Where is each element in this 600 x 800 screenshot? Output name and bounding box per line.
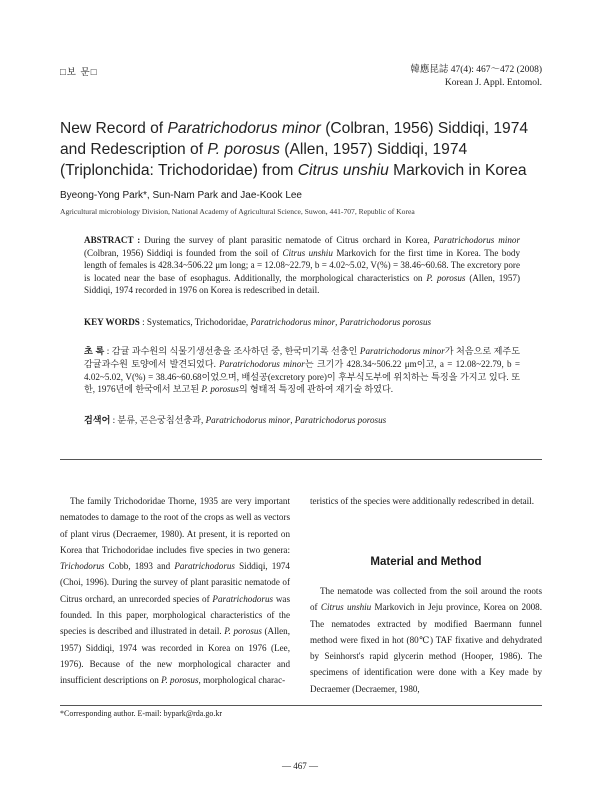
body-text: , morphological charac- <box>198 675 286 686</box>
abstract-text: During the survey of plant parasitic nematode of Citrus orchard in Korea, <box>140 235 434 245</box>
keywords-label: KEY WORDS <box>84 317 140 327</box>
corresponding-author-footnote: *Corresponding author. E-mail: bypark@rda.go.kr <box>60 709 222 718</box>
journal-citation <box>410 64 542 90</box>
abstract <box>84 234 520 297</box>
affiliation: Agricultural microbiology Division, National Academy of Agricultural Science, Suwon, 441-707, Republic of Korea <box>60 207 415 216</box>
keyword-species: Paratrichodorus minor <box>250 317 336 327</box>
title-species: Paratrichodorus minor <box>167 120 321 137</box>
journal-name: Korean J. Appl. Entomol. <box>444 78 542 88</box>
keyword-species: Paratrichodorus porosus <box>339 317 432 327</box>
korean-keywords-label: 검색어 <box>84 415 111 425</box>
korean-abstract-species: Paratrichodorus minor <box>219 358 305 369</box>
korean-abstract-text: 가 처음으로 제주도 감귤과수원 토양에서 발견되었다. <box>84 346 520 369</box>
body-text: Siddiqi, 1974 (Choi, 1996). During the survey of plant parasitic nematode of Citrus orchard, an unrecorded species of <box>60 561 290 604</box>
page-number: — 467 — <box>282 761 318 771</box>
korean-keywords <box>84 413 520 426</box>
body-text: The nematode was collected from the soil around the roots of <box>310 586 542 613</box>
footnote-divider <box>60 705 542 706</box>
korean-keywords-text: , <box>290 415 295 425</box>
korean-abstract <box>84 345 520 396</box>
genus-name: Paratrichodorus <box>212 593 274 604</box>
journal-citation-korean: 韓應昆誌 47(4): 467～472 (2008) <box>410 65 542 75</box>
species-name: P. porosus <box>161 675 199 686</box>
korean-abstract-text: : 감귤 과수원의 식물기생선충을 조사하던 중, 한국미기록 선충인 <box>104 346 360 356</box>
korean-abstract-text: 의 형태적 특징에 관하여 재기술 하였다. <box>238 384 394 395</box>
title-part: New Record of <box>60 120 168 137</box>
section-heading: Material and Method <box>370 556 482 568</box>
body-text-right-continuation: teristics of the species were additionally redescribed in detail. <box>310 496 534 506</box>
korean-keyword-species: Paratrichodorus minor <box>205 415 291 425</box>
body-text: (Allen, 1957) Siddiqi, 1974 was recorded in Korea on 1976 (Lee, 1976). Because of the new morphological character and insufficient descriptions on <box>60 626 290 686</box>
body-text-left-column <box>60 493 290 689</box>
body-text-right-column <box>310 583 542 697</box>
korean-abstract-species: P. porosus <box>201 384 239 395</box>
body-text: The family Trichodoridae Thorne, 1935 are very important nematodes to damage to the root of the crops as well as vectors of plant virus (Decraemer, 1980). At present, it is reported on Korea that Trichodoridae includes five species in two genera: <box>60 496 290 555</box>
abstract-label: ABSTRACT : <box>84 235 141 245</box>
body-text: Markovich in Jeju province, Korea on 2008. The nematodes extracted by modified Baermann funnel method were fixed in hot (80℃) TAF fixative and dehydrated by Seinhorst's rapid glycerin method (Hooper, 1986). The specimens of identification were done with a Key made by Decraemer (Decraemer, 1980, <box>310 602 542 694</box>
korean-abstract-text: 는 크기가 428.34~506.22 μm이고, a = 12.08~22.79, b = 4.02~5.02, V(%) = 38.46~60.68이었으며, 배설공(excretory pore)이 후부식도부에 위치하는 특징을 가지고 있다. 또한, 1976년에 한국에서 보고된 <box>84 358 520 395</box>
genus-name: Paratrichodorus <box>174 561 235 572</box>
abstract-species: Paratrichodorus minor <box>433 235 520 245</box>
keywords-text: , <box>335 317 340 327</box>
korean-keywords-text: : 분류, 곤은궁침선충과, <box>110 415 206 425</box>
article-category: □보 문□ <box>60 67 98 78</box>
title-species: Citrus unshiu <box>297 162 389 179</box>
species-name: P. porosus <box>224 626 262 637</box>
title-species: P. porosus <box>207 141 280 158</box>
keywords-text: : Systematics, Trichodoridae, <box>139 317 251 327</box>
genus-name: Trichodorus <box>60 561 105 572</box>
abstract-text: Markovich for the first time in Korea. The body length of females is 428.34~506.22 μm long; a = 12.08~22.79, b = 4.02~5.02, V(%) = 38.46~60.68. The excretory pore is located near the base of esophagus. Additionally, the morphological characteristics on <box>84 247 520 283</box>
abstract-species: Citrus unshiu <box>282 247 333 258</box>
author-list: Byeong-Yong Park*, Sun-Nam Park and Jae-Kook Lee <box>60 190 302 201</box>
title-part: (Allen, 1957) Siddiqi, 1974 (Triplonchida: Trichodoridae) from <box>60 141 468 179</box>
title-part: Markovich in Korea <box>388 162 527 179</box>
abstract-species: P. porosus <box>426 272 466 283</box>
korean-abstract-species: Paratrichodorus minor <box>359 346 445 356</box>
body-text: Cobb, 1893 and <box>104 561 175 572</box>
korean-keyword-species: Paratrichodorus porosus <box>294 415 387 425</box>
paper-title <box>60 118 550 181</box>
korean-abstract-label: 초 록 <box>84 346 105 356</box>
abstract-text: (Allen, 1957) Siddiqi, 1974 recorded in 1976 on Korea is redescribed in detail. <box>84 272 520 296</box>
abstract-text: (Colbran, 1956) Siddiqi is founded from the soil of <box>84 247 283 258</box>
section-divider <box>60 459 542 460</box>
body-text: was founded. In this paper, morphological characteristics of the species is described and illustrated in detail. <box>60 593 291 637</box>
title-part: (Colbran, 1956) Siddiqi, 1974 and Redescription of <box>60 120 529 158</box>
species-name: Citrus unshiu <box>320 602 372 613</box>
keywords <box>84 316 520 328</box>
